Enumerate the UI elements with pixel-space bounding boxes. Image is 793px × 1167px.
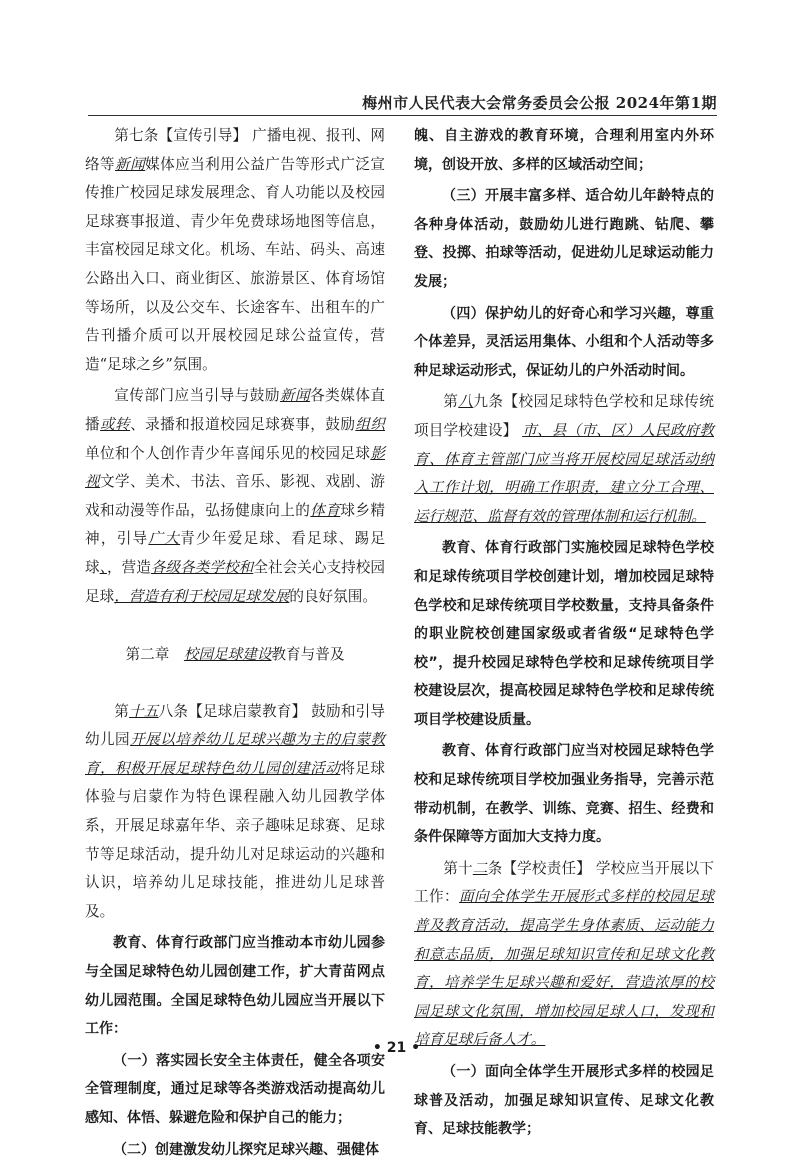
revision-insert: 新闻	[115, 155, 146, 173]
text-run: 球乡精神，引导	[85, 501, 385, 548]
text-run: 全社会关心支持校园足球	[85, 558, 385, 605]
header-rule	[88, 115, 717, 116]
revision-insert: 影视	[85, 444, 385, 491]
revision-insert: 二	[472, 859, 488, 877]
text-run: 第七条【宣传引导】 广播电视、报刊、网络等	[85, 127, 385, 173]
revision-insert: 或转	[100, 415, 131, 433]
school-creation-paragraph: 教育、体育行政部门实施校园足球特色学校和足球传统项目学校创建计划，增加校园足球特色学校和足球传统项目学校数量，支持具备条件的职业院校创建国家级或者省级“足球特色学校”，提升校园足球特色学校和足球传统项目学校建设层次，提高校园足球特色学校和足球传统项目学校建设质量。	[414, 540, 714, 728]
list-item-2: （二）创建激发幼儿探究足球兴趣、强健体	[113, 1141, 379, 1158]
article-7-paragraph	[85, 122, 385, 379]
text-run: 第	[114, 702, 129, 720]
revision-insert: 、	[99, 558, 107, 576]
text-run: 的良好氛围。	[289, 587, 377, 605]
text-run: 单位和个人创作青少年喜闻乐见的校园足球	[85, 444, 371, 462]
list-item-3: （三）开展丰富多样、适合幼儿年龄特点的各种身体活动，鼓励幼儿进行跑跳、钻爬、攀登、投掷、拍球等活动，促进幼儿足球运动能力发展；	[414, 188, 714, 290]
chapter-title: 教育与普及	[271, 646, 345, 664]
right-column	[414, 122, 714, 1147]
text-run: 媒体应当利用公益广告等形式广泛宣传推广校园足球发展理念、育人功能以及校园足球赛事报道、青少年免费球场地图等信息，丰富校园足球文化。机场、车站、码头、高速公路出入口、商业街区、旅游景区、体育场馆等场所，以及公交车、长途客车、出租车的广告刊播介质可以开展校园足球公益宣传，营造“足球之乡”氛围。	[85, 155, 385, 373]
text-run: 八条【足球启蒙教育】 鼓励和引导幼儿园	[85, 702, 385, 749]
text-run: 条【学校责任】 学校应当开展以下工作：	[414, 859, 714, 906]
revision-insert: ，营造有利于校园足球发展	[114, 587, 290, 605]
article-12-paragraph	[414, 855, 714, 1055]
publicity-paragraph	[85, 382, 385, 611]
chapter-number: 第二章	[125, 646, 184, 664]
revision-insert: 组织	[355, 415, 385, 433]
page-number: • 21 •	[372, 1040, 421, 1056]
chapter-heading	[85, 641, 385, 670]
revision-insert: 各级各类学校和	[150, 558, 254, 576]
revision-insert: 八	[458, 393, 474, 411]
article-9-paragraph	[414, 388, 714, 531]
text-run: 第	[443, 393, 459, 411]
text-run: ，营造	[106, 558, 151, 576]
text-run: 各类媒体直播	[85, 387, 385, 433]
revision-insert: 开展以培养幼儿足球兴趣为主的启蒙教育，积极开展足球特色幼儿园创建活动	[85, 731, 385, 777]
text-run: 第十	[443, 859, 473, 877]
list-item-1: （一）落实园长安全主体责任，健全各项安全管理制度，通过足球等各类游戏活动提高幼儿感知、体悟、躲避危险和保护自己的能力；	[85, 1052, 385, 1126]
revision-insert: 广大	[148, 530, 181, 548]
text-run: 九条【校园足球特色学校和足球传统项目学校建设】	[414, 393, 714, 439]
kindergarten-paragraph: 教育、体育行政部门应当推动本市幼儿园参与全国足球特色幼儿园创建工作，扩大青苗网点幼儿园范围。全国足球特色幼儿园应当开展以下工作：	[85, 935, 385, 1038]
list-item-school-1: （一）面向全体学生开展形式多样的校园足球普及活动，加强足球知识宣传、足球文化教育、足球技能教学；	[414, 1064, 714, 1138]
revision-insert: 十五	[128, 702, 159, 720]
bulletin-header: 梅州市人民代表大会常务委员会公报 2024年第1期	[362, 94, 717, 112]
text-run: 、录播和报道校园足球赛事，鼓励	[130, 415, 356, 433]
continued-paragraph: 魄、自主游戏的教育环境，合理利用室内外环境，创设开放、多样的区域活动空间；	[414, 128, 714, 173]
guidance-paragraph: 教育、体育行政部门应当对校园足球特色学校和足球传统项目学校加强业务指导，完善示范带动机制，在教学、训练、竞赛、招生、经费和条件保障等方面加大支持力度。	[414, 743, 714, 846]
left-column	[85, 122, 385, 1167]
revision-insert: 市、县（市、区）人民政府教育、体育主管部门应当将开展校园足球活动纳入工作计划，明确工作职责，建立分工合理、运行规范、监督有效的管理体制和运行机制。	[414, 421, 714, 525]
text-run: 青少年爱足球、看足球、踢足球	[85, 530, 385, 576]
list-item-4: （四）保护幼儿的好奇心和学习兴趣，尊重个体差异，灵活运用集体、小组和个人活动等多种足球运动形式，保证幼儿的户外活动时间。	[414, 305, 714, 379]
text-run: 将足球体验与启蒙作为特色课程融入幼儿园教学体系，开展足球嘉年华、亲子趣味足球赛、足球节等足球活动，提升幼儿对足球运动的兴趣和认识，培养幼儿足球技能，推进幼儿足球普及。	[85, 759, 385, 920]
revision-insert: 体育	[310, 501, 341, 519]
revision-insert: 新闻	[279, 387, 311, 405]
text-run: 宣传部门应当引导与鼓励	[114, 387, 280, 405]
revision-insert: 面向全体学生开展形式多样的校园足球普及教育活动，提高学生身体素质、运动能力和意志品质，加强足球知识宣传和足球文化教育，培养学生足球兴趣和爱好，营造浓厚的校园足球文化氛围，增加校园足球人口，发现和培育足球后备人才。	[414, 888, 714, 1049]
article-15-paragraph	[85, 698, 385, 927]
revision-insert: 校园足球建设	[183, 646, 272, 664]
text-run: 文学、美术、书法、音乐、影视、戏剧、游戏和动漫等作品，弘扬健康向上的	[85, 473, 385, 519]
